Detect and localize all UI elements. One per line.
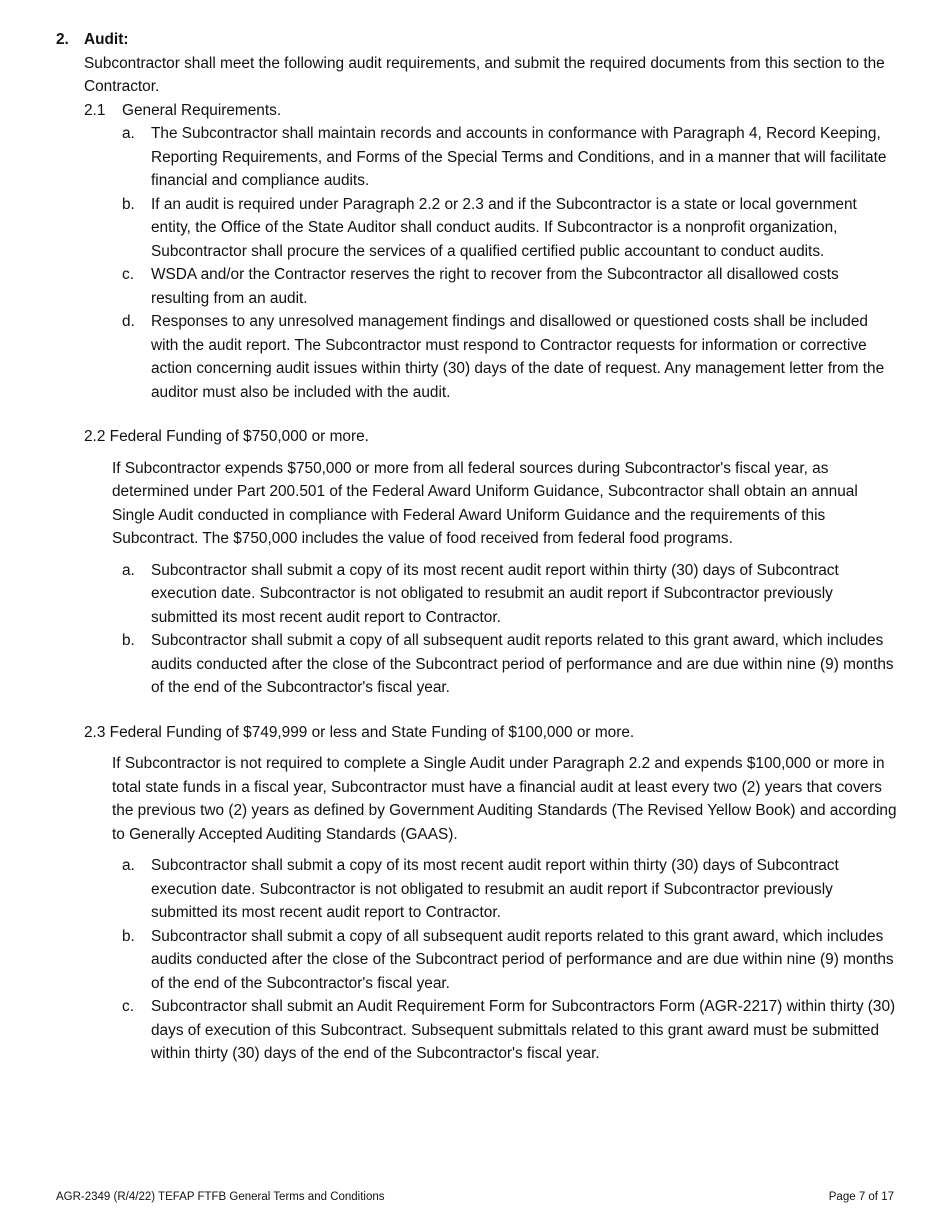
list-item (122, 193, 898, 264)
subsection-number: 2.1 (84, 101, 106, 119)
list-item (122, 310, 898, 404)
list-letter: b. (122, 195, 135, 213)
section-number: 2. (56, 31, 69, 48)
state-funding-list (0, 854, 950, 1066)
list-item (122, 559, 898, 630)
list-text: Subcontractor shall submit a copy of its most recent audit report within thirty (30) days of Subcontract execution date. Subcontractor is not obligated to resubmit an audit report if Subcontractor previously submitted its most recent audit report to Contractor. (151, 561, 839, 626)
subsection-2-1-heading (84, 99, 950, 123)
subsection-2-2-heading: 2.2 Federal Funding of $750,000 or more. (84, 428, 369, 445)
subsection-2-2-body: If Subcontractor expends $750,000 or more from all federal sources during Subcontractor's fiscal year, as determined under Part 200.501 of the Federal Award Uniform Guidance, Subcontractor shall obtain an annual Single Audit conducted in compliance with Federal Award Uniform Guidance and the requirements of this Subcontract. The $750,000 includes the value of food received from federal food programs. (112, 459, 858, 547)
list-text: WSDA and/or the Contractor reserves the right to recover from the Subcontractor all disallowed costs resulting from an audit. (151, 266, 839, 307)
list-text: Subcontractor shall submit a copy of its most recent audit report within thirty (30) days of Subcontract execution date. Subcontractor is not obligated to resubmit an audit report if Subcontractor previously submitted its most recent audit report to Contractor. (151, 857, 839, 921)
list-text: Subcontractor shall submit a copy of all subsequent audit reports related to this grant award, which includes audits conducted after the close of the Subcontract period of performance and are due within nine (9) months of the end of the Subcontractor's fiscal year. (151, 632, 894, 696)
document-page (0, 28, 950, 1066)
section-intro: Subcontractor shall meet the following audit requirements, and submit the required documents from this section to the Contractor. (84, 54, 885, 95)
list-text: Subcontractor shall submit a copy of all subsequent audit reports related to this grant award, which includes audits conducted after the close of the Subcontract period of performance and are due within nine (9) months of the end of the Subcontractor's fiscal year. (151, 927, 894, 992)
list-item (122, 925, 898, 996)
list-letter: c. (122, 998, 134, 1015)
subsection-2-3-body: If Subcontractor is not required to complete a Single Audit under Paragraph 2.2 and expends $100,000 or more in total state funds in a fiscal year, Subcontractor must have a financial audit at least every two (2) years that covers the previous two (2) years as defined by Government Auditing Standards (The Revised Yellow Book) and according to Generally Accepted Auditing Standards (GAAS). (112, 755, 897, 843)
list-item (122, 995, 898, 1066)
list-text: Subcontractor shall submit an Audit Requirement Form for Subcontractors Form (AGR-2217) within thirty (30) days of execution of this Subcontract. Subsequent submittals related to this grant award must be submitted within thirty (30) days of the end of the Subcontractor's fiscal year. (151, 998, 896, 1062)
list-item (122, 854, 898, 925)
list-letter: b. (122, 927, 135, 945)
list-item (122, 629, 898, 700)
section-heading (56, 28, 950, 52)
list-letter: d. (122, 313, 135, 330)
list-letter: a. (122, 561, 135, 579)
list-letter: b. (122, 632, 135, 649)
list-text: Responses to any unresolved management findings and disallowed or questioned costs shall be included with the audit report. The Subcontractor must respond to Contractor requests for information or corrective action concerning audit issues within thirty (30) days of the date of request. Any management letter from the auditor must also be included with the audit. (151, 313, 885, 401)
list-item (122, 263, 898, 310)
list-text: If an audit is required under Paragraph 2.2 or 2.3 and if the Subcontractor is a state or local government entity, the Office of the State Auditor shall conduct audits. If Subcontractor is a nonprofit organization, Subcontractor shall procure the services of a qualified certified public accountant to conduct audits. (151, 195, 857, 260)
general-requirements-list (0, 122, 950, 404)
footer-page-number: Page 7 of 17 (828, 1191, 894, 1203)
footer-document-id: AGR-2349 (R/4/22) TEFAP FTFB General Terms and Conditions (56, 1191, 385, 1203)
section-title: Audit: (84, 31, 129, 48)
list-letter: a. (122, 125, 135, 142)
list-item (122, 122, 898, 193)
subsection-2-3-heading: 2.3 Federal Funding of $749,999 or less and State Funding of $100,000 or more. (84, 723, 635, 741)
list-letter: c. (122, 266, 134, 283)
subsection-title: General Requirements. (122, 101, 282, 119)
federal-funding-list (0, 559, 950, 700)
list-text: The Subcontractor shall maintain records and accounts in conformance with Paragraph 4, Record Keeping, Reporting Requirements, and Forms of the Special Terms and Conditions, and in a manner that will facilitate financial and compliance audits. (151, 125, 887, 189)
list-letter: a. (122, 857, 135, 874)
page-footer (56, 1186, 894, 1210)
